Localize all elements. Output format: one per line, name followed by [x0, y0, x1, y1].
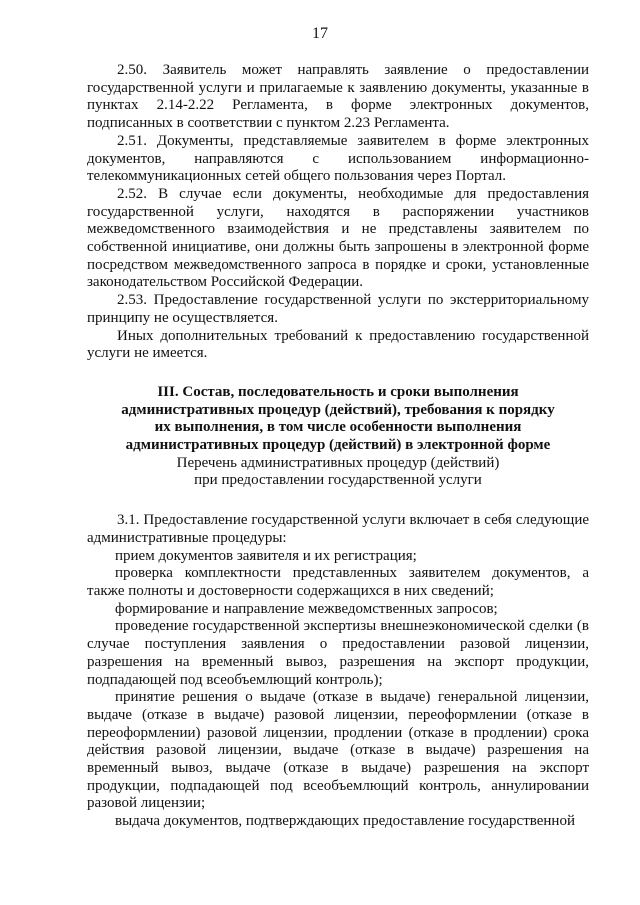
- paragraph-2-53: 2.53. Предоставление государственной услуги по экстерриториальному принципу не осуществляется.: [87, 292, 589, 326]
- list-item-procedure: проверка комплектности представленных заявителем документов, а также полноты и достоверности содержащихся в них сведений;: [87, 565, 589, 599]
- paragraph-2-50: 2.50. Заявитель может направлять заявление о предоставлении государственной услуги и прилагаемые к заявлению документы, указанные в пунктах 2.14-2.22 Регламента, в форме электронных документов, подписанных в соответствии с пунктом 2.23 Регламента.: [87, 62, 589, 132]
- section-heading: III. Состав, последовательность и сроки выполнения административных процедур (действий), требования к порядку их выполнения, в том числе особенности выполнения административных процедур (действий) в электронной форме: [121, 383, 555, 454]
- list-item-procedure: выдача документов, подтверждающих предоставление государственной: [115, 813, 575, 830]
- list-item-procedure: прием документов заявителя и их регистрация;: [115, 547, 417, 564]
- subheading-line-2: при предоставлении государственной услуги: [194, 472, 482, 489]
- paragraph-2-51: 2.51. Документы, представляемые заявителем в форме электронных документов, направляются с использованием информационно-телекоммуникационных сетей общего пользования через Портал.: [87, 132, 589, 185]
- paragraph-no-additional-requirements: Иных дополнительных требований к предоставлению государственной услуги не имеется.: [87, 327, 589, 362]
- list-item-procedure: формирование и направление межведомственных запросов;: [115, 600, 498, 617]
- paragraph-2-52: 2.52. В случае если документы, необходимые для предоставления государственной услуги, находятся в распоряжении участников межведомственного взаимодействия и не представлены заявителем по собственной инициативе, они должны быть запрошены в электронной форме посредством межведомственного запроса в порядке и сроки, установленные законодательством Российской Федерации.: [87, 185, 589, 291]
- list-item-procedure: принятие решения о выдаче (отказе в выдаче) генеральной лицензии, выдаче (отказе в выдаче) разовой лицензии, переоформлении (отказе в переоформлении) разовой лицензии, продлении (отказе в продлении) срока действия разовой лицензии, выдаче (отказе в выдаче) разрешения на временный вывоз, выдаче (отказе в выдаче) разрешения на экспорт продукции, подпадающей под всеобъемлющий контроль, аннулировании разовой лицензии;: [87, 689, 589, 812]
- list-item-procedure: проведение государственной экспертизы внешнеэкономической сделки (в случае поступления заявления о предоставлении разовой лицензии, разрешения на временный вывоз, разрешения на экспорт продукции, подпадающей под всеобъемлющий контроль);: [87, 618, 589, 688]
- document-body: [87, 62, 589, 831]
- subheading-line-1: Перечень административных процедур (действий): [176, 454, 500, 471]
- subheading: [87, 455, 589, 490]
- page-number: 17: [312, 25, 328, 42]
- paragraph-3-1: 3.1. Предоставление государственной услуги включает в себя следующие административные процедуры:: [87, 512, 589, 546]
